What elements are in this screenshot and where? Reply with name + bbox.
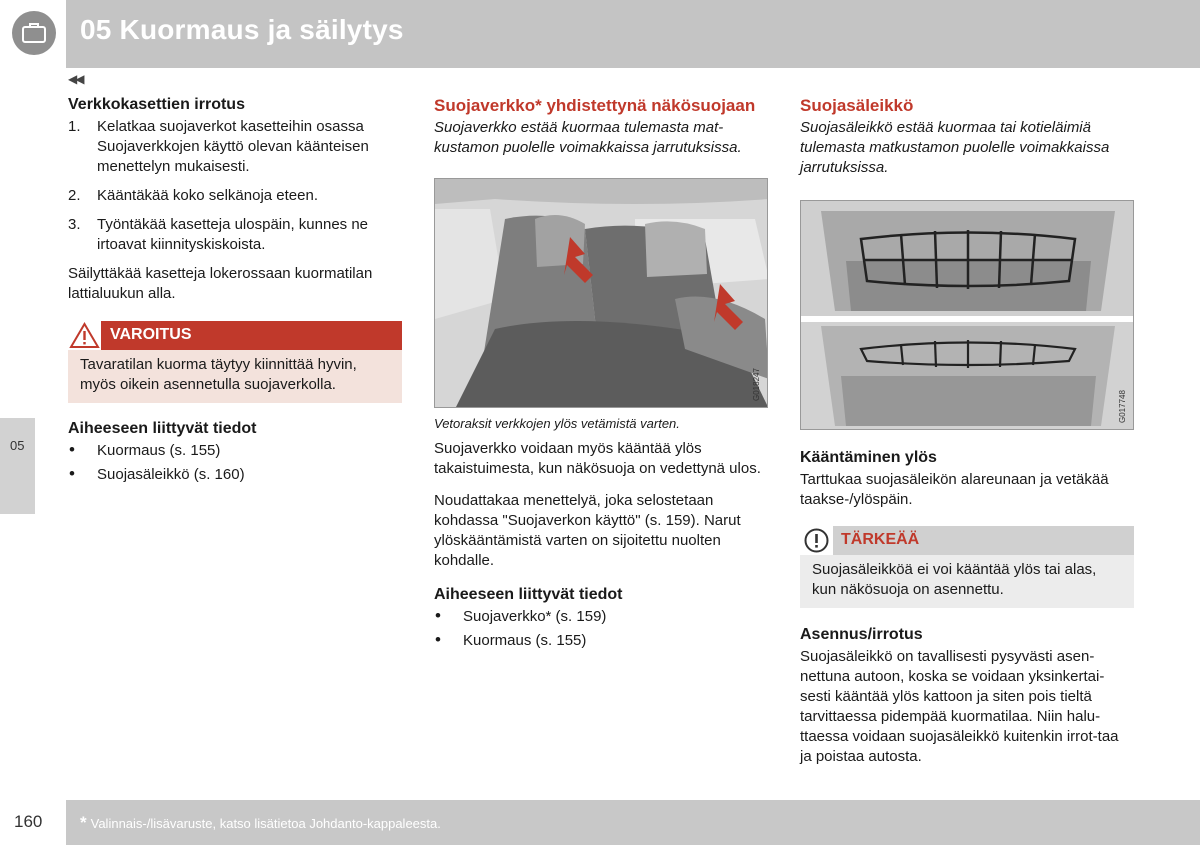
footer-note xyxy=(80,813,441,833)
paragraph: Tarttukaa suojasäleikön alareunaan ja vetäkää taakse-/ylöspäin. xyxy=(800,471,1109,508)
exclamation-circle-icon xyxy=(800,526,833,555)
step-text: Kääntäkää koko selkänoja eteen. xyxy=(97,187,318,204)
section-heading: Suojasäleikkö xyxy=(800,96,914,115)
footnote-star: * xyxy=(80,813,87,832)
important-text: Suojasäleikköä ei voi kääntää ylös tai alas, kun näkösuoja on asennettu. xyxy=(800,555,1134,608)
section-heading: Suojaverkko* yhdistettynä näkösuojaan xyxy=(434,96,756,115)
footnote-text: Valinnais-/lisävaruste, katso lisätietoa Johdanto-kappaleesta. xyxy=(90,816,441,831)
subheading: Asennus/irrotus xyxy=(800,626,923,643)
warning-text: Tavaratilan kuorma täytyy kiinnittää hyvin, myös oikein asennetulla suojaverkolla. xyxy=(68,350,402,403)
related-link[interactable]: • Kuormaus (s. 155) xyxy=(434,631,768,651)
warning-header xyxy=(68,321,402,350)
section-heading: Verkkokasettien irrotus xyxy=(68,96,245,113)
related-heading: Aiheeseen liittyvät tiedot xyxy=(68,420,257,437)
related-link[interactable]: • Kuormaus (s. 155) xyxy=(68,441,402,461)
figure-code: G017748 xyxy=(1118,390,1127,423)
column-2 xyxy=(434,95,768,655)
paragraph: Noudattakaa menettelyä, joka selostetaan kohdassa "Suojaverkon käyttö" (s. 159). Narut ylöskääntämistä varten on sijoitettu nuolten kohdalle. xyxy=(434,492,741,569)
column-3 xyxy=(800,95,1134,767)
related-link[interactable]: • Suojaverkko* (s. 159) xyxy=(434,607,768,627)
warning-label: VAROITUS xyxy=(110,326,192,343)
page-number: 160 xyxy=(14,812,43,831)
important-box xyxy=(800,526,1134,608)
page-number-box xyxy=(0,800,66,845)
step-item xyxy=(68,215,402,255)
related-list xyxy=(68,441,402,485)
related-heading: Aiheeseen liittyvät tiedot xyxy=(434,586,623,603)
page-footer xyxy=(0,800,1200,845)
chapter-side-tab xyxy=(0,418,35,514)
chapter-title: 05 Kuormaus ja säilytys xyxy=(80,14,404,45)
important-label: TÄRKEÄÄ xyxy=(841,531,920,548)
step-number: 2. xyxy=(68,187,81,204)
step-text: Kelatkaa suojaverkot kasetteihin osassa Suojaverkkojen käyttö olevan käänteisen menettelyn mukaisesti. xyxy=(97,118,369,175)
suitcase-icon xyxy=(12,11,56,55)
related-link[interactable]: • Suojasäleikkö (s. 160) xyxy=(68,465,402,485)
figure-code: G018247 xyxy=(752,368,761,401)
warning-triangle-icon xyxy=(68,321,101,350)
section-intro: Suojasäleikkö estää kuormaa tai kotieläimiä tulemasta matkustamon puolelle voimakkaissa jarrutuksissa. xyxy=(800,119,1110,176)
cargo-grille-illustration xyxy=(800,200,1134,430)
step-text: Työntäkää kasetteja ulospäin, kunnes ne irtoavat kiinnityskiskoista. xyxy=(97,216,369,253)
step-number: 1. xyxy=(68,118,81,135)
paragraph: Suojasäleikkö on tavallisesti pysyvästi asen-nettuna autoon, koska se voidaan yksinkertai-sesti kääntää ylös kattoon ja siten pois tieltä tarvittaessa pidempää kuormatilaa. Niin halu-ttaessa voidaan suojasäleikkö kuitenkin irrot-taa ja poistaa autosta. xyxy=(800,648,1119,765)
subheading: Kääntäminen ylös xyxy=(800,449,937,466)
page-header xyxy=(0,0,1200,68)
chapter-icon-box xyxy=(0,0,66,68)
step-item xyxy=(68,117,402,177)
step-item xyxy=(68,186,402,206)
steps-list xyxy=(68,117,402,255)
paragraph: Suojaverkko voidaan myös kääntää ylös takaistuimesta, kun näkösuoja on vedettynä ulos. xyxy=(434,440,761,477)
storage-paragraph: Säilyttäkää kasetteja lokerossaan kuormatilan lattialuukun alla. xyxy=(68,265,373,302)
section-intro: Suojaverkko estää kuormaa tulemasta mat-kustamon puolelle voimakkaissa jarrutuksissa. xyxy=(434,119,742,156)
figure-caption: Vetoraksit verkkojen ylös vetämistä varten. xyxy=(434,416,680,431)
important-header xyxy=(800,526,1134,555)
related-list xyxy=(434,607,768,651)
seat-net-illustration xyxy=(434,178,768,408)
step-number: 3. xyxy=(68,216,81,233)
side-tab-label: 05 xyxy=(10,438,25,453)
warning-box xyxy=(68,321,402,403)
column-1 xyxy=(68,95,402,489)
back-arrows-icon[interactable]: ◀◀ xyxy=(68,72,83,86)
